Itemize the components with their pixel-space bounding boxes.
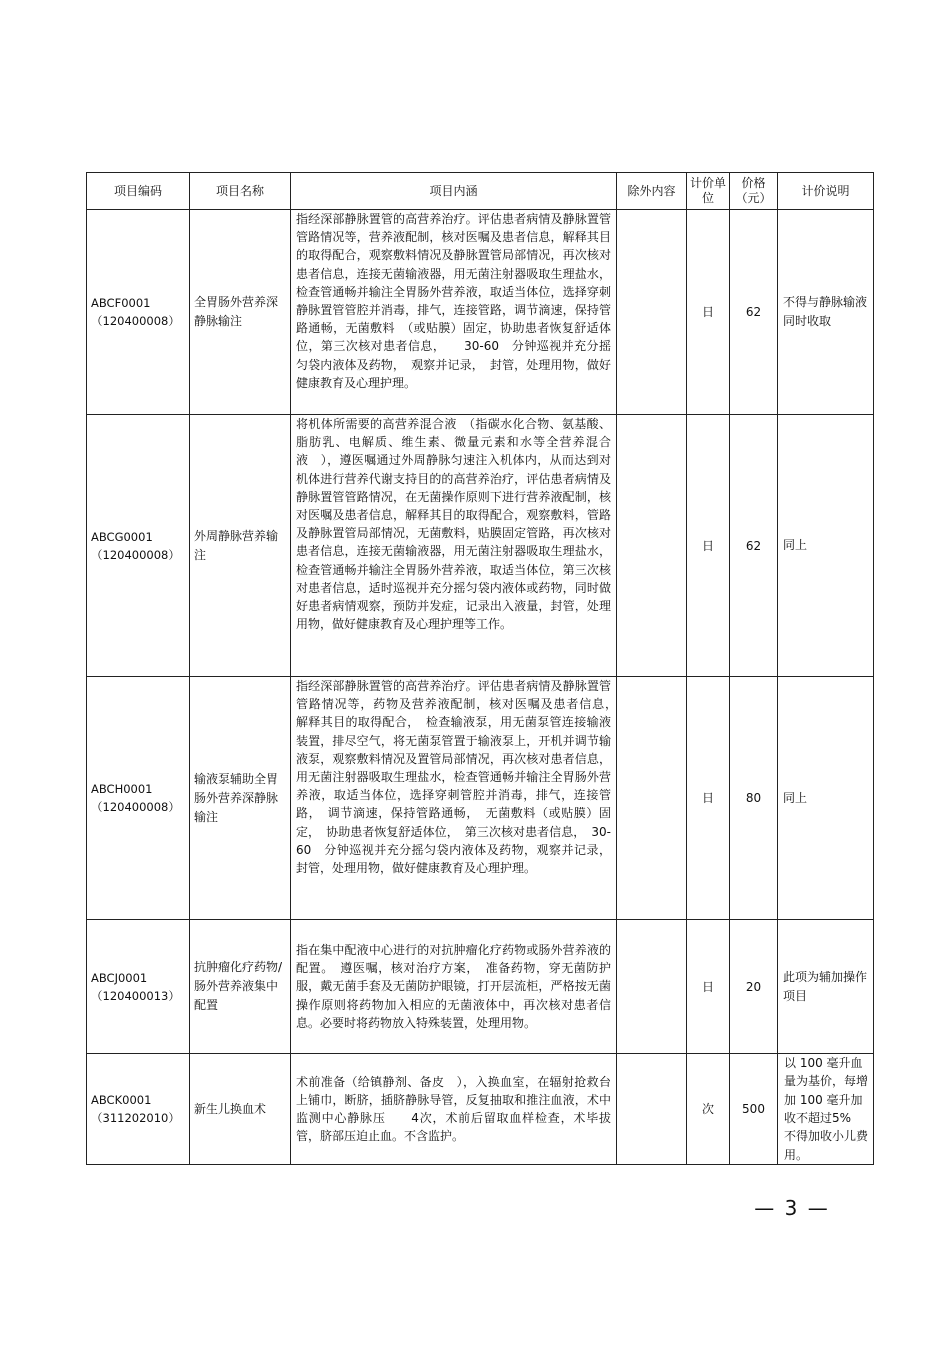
table-row xyxy=(87,677,874,920)
item-unit: 日 xyxy=(687,415,730,677)
table-row xyxy=(87,1054,874,1165)
item-code: ABCF0001 xyxy=(91,296,151,310)
item-unit: 次 xyxy=(687,1054,730,1165)
item-code: ABCK0001 xyxy=(91,1093,152,1107)
item-note: 以 100 毫升血量为基价，每增加 100 毫升加收不超过5% 不得加收小儿费用。 xyxy=(778,1054,874,1165)
item-code-sub: （120400008） xyxy=(91,547,180,562)
item-content: 指经深部静脉置管的高营养治疗。评估患者病情及静脉置管管路情况等，药物及营养液配制，核对医嘱及患者信息， 解释其目的取得配合， 检查输液泵，用无菌泵管连接输液装置，排尽空气，将无菌泵管置于输液泵上，开机并调节输液泵，观察敷料情况及置管局部情况，再次核对患者信息，用无菌注射器吸取生理盐水，检查管通畅并输注全胃肠外营养液，取适当体位，选择穿刺管腔并消毒，排气，连接管路， 调节滴速，保持管路通畅， 无菌敷料（或贴膜）固定， 协助患者恢复舒适体位， 第三次核对患者信息， 30-60 分钟巡视并充分摇匀袋内液体及药物，观察并记录，封管，处理用物，做好健康教育及心理护理。 xyxy=(291,677,617,920)
item-content: 术前准备（给镇静剂、备皮 ），入换血室，在辐射抢救台上铺巾，断脐，插脐静脉导管，反复抽取和推注血液，术中监测中心静脉压 4次，术前后留取血样检查，术毕拔管，脐部压迫止血。不含监护。 xyxy=(291,1054,617,1165)
item-unit: 日 xyxy=(687,210,730,415)
table-row xyxy=(87,920,874,1054)
header-note: 计价说明 xyxy=(778,173,874,210)
item-note: 同上 xyxy=(778,415,874,677)
item-code: ABCJ0001 xyxy=(91,970,148,985)
item-content: 指经深部静脉置管的高营养治疗。评估患者病情及静脉置管管路情况等，营养液配制，核对医嘱及患者信息，解释其目的取得配合，观察敷料情况及静脉置管局部情况，再次核对患者信息，连接无菌输液器，用无菌注射器吸取生理盐水，检查管通畅并输注全胃肠外营养液，取适当体位，选择穿刺静脉置管管腔并消毒，排气，连接管路，调节滴速，保持管路通畅，无菌敷料 （或贴膜）固定，协助患者恢复舒适体位，第三次核对患者信息， 30-60 分钟巡视并充分摇匀袋内液体及药物， 观察并记录， 封管，处理用物，做好健康教育及心理护理。 xyxy=(291,210,617,415)
item-code-cell xyxy=(87,210,190,415)
header-price: 价格（元） xyxy=(730,173,778,210)
item-price: 62 xyxy=(730,210,778,415)
item-price: 62 xyxy=(730,415,778,677)
item-exclusion xyxy=(617,677,687,920)
item-price: 500 xyxy=(730,1054,778,1165)
item-code-cell xyxy=(87,415,190,677)
page-number: — 3 — xyxy=(754,1196,830,1220)
price-table xyxy=(86,172,874,1165)
item-content: 指在集中配液中心进行的对抗肿瘤化疗药物或肠外营养液的配置。 遵医嘱，核对治疗方案， 准备药物，穿无菌防护服，戴无菌手套及无菌防护眼镜，打开层流柜，严格按无菌操作原则将药物加入相应的无菌液体中，再次核对患者信息。必要时将药物放入特殊装置，处理用物。 xyxy=(291,920,617,1054)
item-name: 抗肿瘤化疗药物/ 肠外营养液集中配置 xyxy=(190,920,291,1054)
item-code-cell xyxy=(87,1054,190,1165)
header-code: 项目编码 xyxy=(87,173,190,210)
item-name: 新生儿换血术 xyxy=(190,1054,291,1165)
item-name: 外周静脉营养输注 xyxy=(190,415,291,677)
item-exclusion xyxy=(617,920,687,1054)
item-code: ABCG0001 xyxy=(91,529,153,544)
table-row xyxy=(87,210,874,415)
header-name: 项目名称 xyxy=(190,173,291,210)
table-header-row xyxy=(87,173,874,210)
header-content: 项目内涵 xyxy=(291,173,617,210)
item-name: 输液泵辅助全胃肠外营养深静脉输注 xyxy=(190,677,291,920)
header-exclusion: 除外内容 xyxy=(617,173,687,210)
item-code: ABCH0001 xyxy=(91,782,153,796)
item-note: 同上 xyxy=(778,677,874,920)
item-content: 将机体所需要的高营养混合液 （指碳水化合物、氨基酸、脂肪乳、电解质、维生素、微量元素和水等全营养混合液 ），遵医嘱通过外周静脉匀速注入机体内，从而达到对机体进行营养代谢支持目的的高营养治疗，评估患者病情及静脉置管管路情况，在无菌操作原则下进行营养液配制，核对医嘱及患者信息，解释其目的取得配合，观察敷料，管路及静脉置管局部情况，无菌敷料，贴膜固定管路，再次核对患者信息，连接无菌输液器，用无菌注射器吸取生理盐水，检查管通畅并输注全胃肠外营养液，取适当体位，第三次核对患者信息，适时巡视并充分摇匀袋内液体或药物，同时做好患者病情观察，预防并发症，记录出入液量，封管，处理用物，做好健康教育及心理护理等工作。 xyxy=(291,415,617,677)
item-unit: 日 xyxy=(687,677,730,920)
item-exclusion xyxy=(617,1054,687,1165)
item-code-cell xyxy=(87,920,190,1054)
item-unit: 日 xyxy=(687,920,730,1054)
item-price: 20 xyxy=(730,920,778,1054)
header-unit: 计价单位 xyxy=(687,173,730,210)
item-code-cell xyxy=(87,677,190,920)
item-code-sub: （120400008） xyxy=(91,314,180,328)
item-exclusion xyxy=(617,415,687,677)
item-code-sub: （120400013） xyxy=(91,988,180,1003)
item-code-sub: （311202010） xyxy=(91,1111,180,1125)
item-price: 80 xyxy=(730,677,778,920)
item-exclusion xyxy=(617,210,687,415)
table-row xyxy=(87,415,874,677)
item-code-sub: （120400008） xyxy=(91,800,180,814)
item-name: 全胃肠外营养深静脉输注 xyxy=(190,210,291,415)
item-note: 此项为辅加操作项目 xyxy=(778,920,874,1054)
item-note: 不得与静脉输液同时收取 xyxy=(778,210,874,415)
